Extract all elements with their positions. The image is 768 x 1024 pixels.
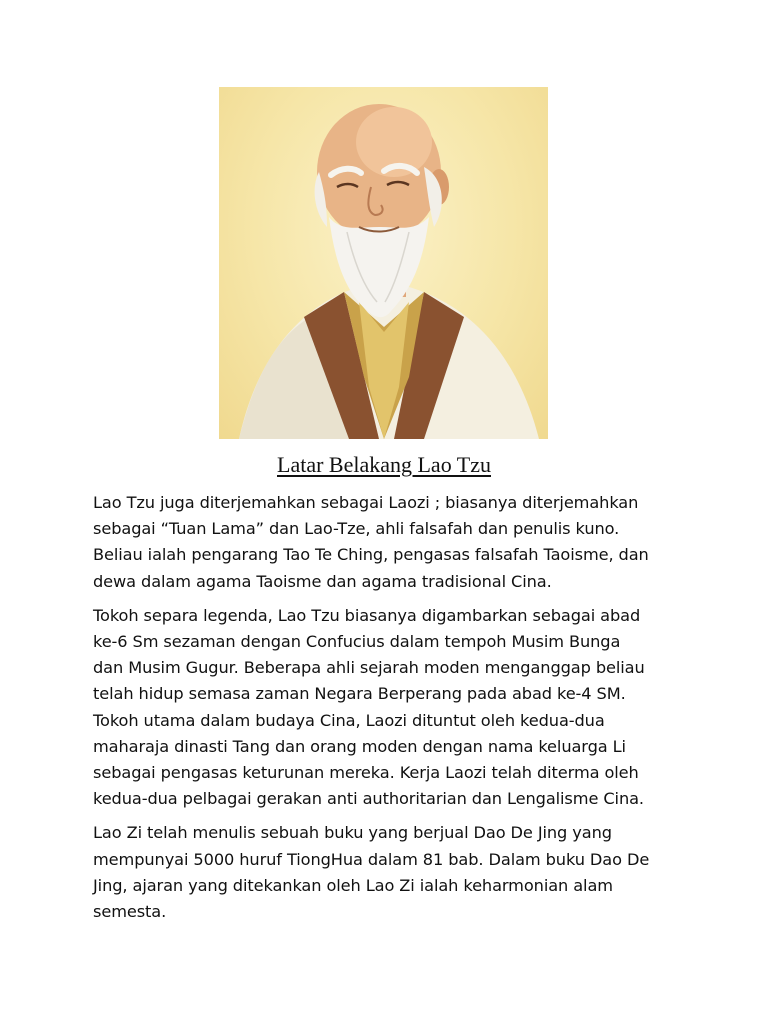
document-title: Latar Belakang Lao Tzu <box>277 452 491 477</box>
text-line: semesta. <box>93 902 167 922</box>
paragraph-2 <box>93 603 683 813</box>
portrait-image <box>219 87 548 439</box>
text-line: sebagai “Tuan Lama” dan Lao-Tze, ahli falsafah dan penulis kuno. <box>93 519 620 539</box>
text-line: dewa dalam agama Taoisme dan agama tradisional Cina. <box>93 571 552 591</box>
text-line: Jing, ajaran yang ditekankan oleh Lao Zi ialah keharmonian alam <box>93 875 613 895</box>
text-line: Lao Zi telah menulis sebuah buku yang berjual Dao De Jing yang <box>93 823 612 843</box>
text-line: kedua-dua pelbagai gerakan anti authoritarian dan Lengalisme Cina. <box>93 789 644 809</box>
paragraph-1 <box>93 490 683 595</box>
paragraph-3 <box>93 820 683 925</box>
text-line: ke-6 Sm sezaman dengan Confucius dalam tempoh Musim Bunga <box>93 632 621 652</box>
document-body <box>93 490 683 933</box>
text-line: maharaja dinasti Tang dan orang moden dengan nama keluarga Li <box>93 736 626 756</box>
lao-tzu-portrait-illustration <box>219 87 548 439</box>
text-line: Tokoh utama dalam budaya Cina, Laozi dituntut oleh kedua-dua <box>93 710 605 730</box>
text-line: telah hidup semasa zaman Negara Berperang pada abad ke-4 SM. <box>93 684 626 704</box>
text-line: dan Musim Gugur. Beberapa ahli sejarah moden menganggap beliau <box>93 658 645 678</box>
text-line: Lao Tzu juga diterjemahkan sebagai Laozi ; biasanya diterjemahkan <box>93 493 639 512</box>
text-line: Tokoh separa legenda, Lao Tzu biasanya digambarkan sebagai abad <box>93 605 641 625</box>
text-line: sebagai pengasas keturunan mereka. Kerja Laozi telah diterma oleh <box>93 763 639 783</box>
text-line: Beliau ialah pengarang Tao Te Ching, pengasas falsafah Taoisme, dan <box>93 545 649 565</box>
text-line: mempunyai 5000 huruf TiongHua dalam 81 bab. Dalam buku Dao De <box>93 849 650 869</box>
